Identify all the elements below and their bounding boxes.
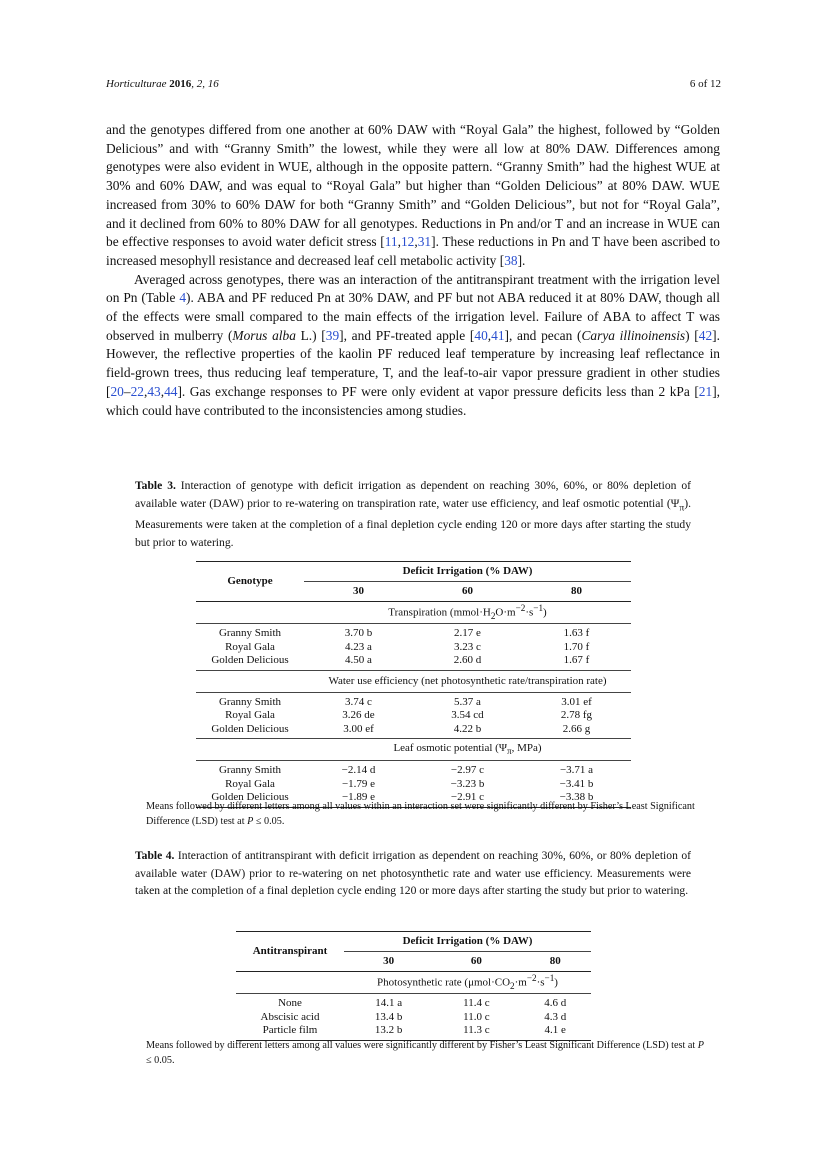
table-row <box>236 1011 591 1025</box>
journal-year: 2016 <box>169 78 192 90</box>
row-label: Golden Delicious <box>196 723 304 739</box>
level-header: 60 <box>413 582 522 602</box>
table-cell: 4.22 b <box>413 723 522 739</box>
table3-footnote-text: Means followed by different letters among all values within an interaction set were significantly different by Fisher’s Least Significant Difference (LSD) test at <box>146 801 695 827</box>
table3-caption-text-post: ). Measurements were taken at the completion of a final depletion cycle ending 120 or more days after starting the study but prior to watering. <box>135 496 691 549</box>
table-cell: −3.71 a <box>559 764 594 777</box>
table-cell: 1.70 f <box>563 640 590 653</box>
citation-link[interactable]: 41 <box>491 327 505 343</box>
row-label: Golden Delicious <box>196 654 304 670</box>
paragraph-text: , <box>414 234 418 250</box>
table4-footnote-text: Means followed by different letters among all values were significantly different by Fisher’s Least Significant Difference (LSD) test at <box>146 1040 698 1051</box>
table4-caption-label: Table 4. <box>135 849 175 862</box>
table-row <box>196 709 631 723</box>
paragraph-text: ]. <box>517 252 526 268</box>
citation-link[interactable]: 21 <box>698 383 713 399</box>
table3-caption-sub: π <box>679 501 685 513</box>
level-header: 60 <box>433 952 519 972</box>
citation-link[interactable]: 40 <box>474 327 488 343</box>
section-spacer <box>236 972 344 994</box>
table-cell: 2.17 e <box>454 627 481 640</box>
journal-volume: , 2, 16 <box>191 78 219 90</box>
table-cell: 11.3 c <box>433 1024 519 1040</box>
paragraph-text: ). ABA and PF reduced Pn at 30% DAW, and PF but not ABA reduced it at 80% DAW, though all of the effects were small compared to the main effects of the irrigation level. Failure of ABA to affect T was observed in mulberry ( <box>106 290 720 343</box>
section-spacer <box>196 739 304 761</box>
table-cell: −2.97 c <box>450 764 485 777</box>
body-paragraph <box>106 271 720 421</box>
table3-caption <box>135 477 691 551</box>
table4 <box>236 931 591 1041</box>
section-spacer <box>196 670 304 692</box>
table3-footnote-p: P <box>247 815 254 827</box>
paragraph-text: Averaged across genotypes, there was an interaction of the antitranspirant treatment with the irrigation level on Pn (Table <box>106 271 720 306</box>
table3-footnote <box>146 800 706 829</box>
table4-caption-text: Interaction of antitranspirant with deficit irrigation as dependent on reaching 30%, 60%, or 80% depletion of available water (DAW) prior to re-watering on net photosynthetic rate and water use efficiency. Measurements were taken at the completion of a final depletion cycle ending 120 or more days after starting the study but prior to watering. <box>135 849 691 897</box>
row-label: Royal Gala <box>225 709 275 722</box>
table-cell: −3.23 b <box>450 777 485 790</box>
table-cell: 14.1 a <box>375 997 403 1010</box>
table-cell: 3.26 de <box>342 709 375 722</box>
citation-link[interactable]: 31 <box>417 234 432 250</box>
table-cell: 2.60 d <box>413 654 522 670</box>
citation-link[interactable]: 44 <box>164 383 178 399</box>
level-header: 80 <box>522 582 631 602</box>
citation-link[interactable]: 11 <box>384 234 398 250</box>
paragraph-text: ], and pecan ( <box>504 327 582 343</box>
table-row <box>196 692 631 709</box>
citation-link[interactable]: 20 <box>110 383 124 399</box>
table-cell: −2.91 c <box>413 791 522 807</box>
row-label: Abscisic acid <box>260 1010 320 1023</box>
paragraph-text: and the genotypes differed from one another at 60% DAW with “Royal Gala” the highest, followed by “Golden Delicious” and with “Granny Smith” the lowest, while they were all low at 80% DAW. Differences among genotypes were also evident in WUE, although in the opposite pattern. “Granny Smith” had the highest WUE at 30% and 60% DAW, and was equal to “Royal Gala” but higher than “Golden Delicious” at 80% DAW. WUE increased from 30% to 60% DAW for both “Granny Smith” and “Golden Delicious”, but not for “Royal Gala”, and it declined from 60% to 80% DAW for all genotypes. Reductions in Pn and/or T and an increase in WUE can be effective responses to avoid water deficit stress [ <box>106 122 720 250</box>
table3-caption-text-pre: Interaction of genotype with deficit irrigation as dependent on reaching 30%, 60%, or 80% depletion of available water (DAW) prior to re-watering on transpiration rate, water use efficiency, and leaf osmotic potential (Ψ <box>135 479 691 510</box>
table-cell: −3.38 b <box>522 791 631 807</box>
row-label: Royal Gala <box>225 777 275 790</box>
paragraph-text: ]. These reductions in Pn and T have been ascribed to increased mesophyll resistance and decreased leaf cell metabolic activity [ <box>106 234 720 268</box>
table-row <box>196 778 631 792</box>
table-cell: 4.50 a <box>304 654 413 670</box>
table-cell: 3.70 b <box>344 627 373 640</box>
table-cell: 3.74 c <box>345 695 372 708</box>
column-header: Genotype <box>196 562 304 602</box>
table-cell: −2.14 d <box>341 764 376 777</box>
citation-link[interactable]: 39 <box>325 327 340 343</box>
group-header: Deficit Irrigation (% DAW) <box>344 932 591 952</box>
table-cell: 3.23 c <box>454 640 481 653</box>
row-label: Granny Smith <box>218 695 282 708</box>
table3-caption-label: Table 3. <box>135 479 176 492</box>
table-row <box>236 1024 591 1040</box>
table-row <box>196 654 631 670</box>
paragraph-text: ]. Gas exchange responses to PF were only evident at vapor pressure deficits less than 2 kPa [ <box>177 383 699 399</box>
section-label: Leaf osmotic potential ($\Psi_\pi$, MPa) <box>304 739 631 761</box>
table-cell: −1.89 e <box>304 791 413 807</box>
section-label: Photosynthetic rate $(\mu mol\cdot CO_2\cdot m^{-2}\cdot s^{-1})$ <box>344 972 591 994</box>
row-label: Royal Gala <box>225 640 275 653</box>
table-row <box>196 624 631 641</box>
paragraph-text: , <box>397 234 401 250</box>
table4-footnote-p: P <box>697 1040 704 1051</box>
table-cell: 3.01 ef <box>561 695 592 708</box>
journal-citation <box>106 78 219 94</box>
table-cell: 11.4 c <box>463 997 490 1010</box>
table-row <box>196 723 631 739</box>
paragraph-text: ) [ <box>685 327 699 343</box>
level-header: 30 <box>344 952 433 972</box>
table4-footnote-end: ≤ 0.05. <box>146 1054 175 1066</box>
table-cell: 3.00 ef <box>304 723 413 739</box>
level-header: 80 <box>519 952 591 972</box>
citation-link[interactable]: 38 <box>504 252 518 268</box>
citation-link[interactable]: 43 <box>147 383 161 399</box>
table-cell: 2.78 fg <box>560 709 593 722</box>
table-row <box>236 994 591 1011</box>
citation-link[interactable]: 22 <box>130 383 144 399</box>
paragraph-text: , <box>143 383 148 399</box>
citation-link[interactable]: 12 <box>400 234 415 250</box>
paragraph-text: ], and PF-treated apple [ <box>339 327 475 343</box>
paragraph-text: , <box>160 383 165 399</box>
table-cell: 13.4 b <box>374 1010 403 1023</box>
paragraph-text: L.) [ <box>295 327 326 343</box>
table-cell: 5.37 a <box>454 695 481 708</box>
row-label: Golden Delicious <box>196 791 304 807</box>
table-cell: 3.54 cd <box>451 709 484 722</box>
citation-link[interactable]: 42 <box>698 327 713 343</box>
table4-footnote <box>146 1039 706 1068</box>
table-cell: 13.2 b <box>344 1024 433 1040</box>
row-label: Granny Smith <box>218 764 282 777</box>
paragraph-text: ], which could have contributed to the inconsistencies among studies. <box>106 383 720 418</box>
page-number: 6 of 12 <box>689 78 721 90</box>
table-cell: 2.66 g <box>522 723 631 739</box>
table-cell: 4.1 e <box>519 1024 591 1040</box>
citation-link[interactable]: 4 <box>179 290 187 306</box>
column-header: Antitranspirant <box>236 932 344 972</box>
table-cell: 4.6 d <box>544 997 567 1010</box>
table-cell: 4.3 d <box>544 1010 567 1023</box>
paragraph-text: – <box>123 383 131 399</box>
table-cell: −1.79 e <box>341 777 376 790</box>
row-label: Granny Smith <box>218 627 282 640</box>
table-cell: 4.23 a <box>345 640 372 653</box>
section-spacer <box>196 602 304 624</box>
group-header: Deficit Irrigation (% DAW) <box>304 562 631 582</box>
paragraph-text: ]. However, the reflective properties of the kaolin PF reduced leaf temperature by increasing leaf reflectance in field-grown trees, thus reducing leaf temperature, T, and the leaf-to-air vapor pressure gradient in other studies [ <box>106 327 720 399</box>
body-text <box>106 121 720 420</box>
journal-name: Horticulturae <box>106 78 167 90</box>
table-cell: 1.67 f <box>522 654 631 670</box>
species-name: Morus alba <box>232 327 296 343</box>
body-paragraph <box>106 121 720 271</box>
page-header <box>106 78 721 94</box>
paragraph-text: , <box>487 327 492 343</box>
level-header: 30 <box>304 582 413 602</box>
table-row <box>196 641 631 655</box>
species-name: Carya illinoinensis <box>581 327 686 343</box>
row-label: Particle film <box>236 1024 344 1040</box>
table-cell: 11.0 c <box>463 1010 490 1023</box>
table4-caption <box>135 847 691 900</box>
table-cell: 1.63 f <box>563 627 590 640</box>
table3 <box>196 561 631 808</box>
section-label: Transpiration $(mmol\cdot H_2O\cdot m^{-2}\cdot s^{-1})$ <box>304 602 631 624</box>
section-label: Water use efficiency (net photosynthetic rate/transpiration rate) <box>304 670 631 692</box>
row-label: None <box>278 997 302 1010</box>
table-row <box>196 761 631 778</box>
table3-footnote-end: ≤ 0.05. <box>253 815 285 827</box>
table-cell: −3.41 b <box>559 777 594 790</box>
